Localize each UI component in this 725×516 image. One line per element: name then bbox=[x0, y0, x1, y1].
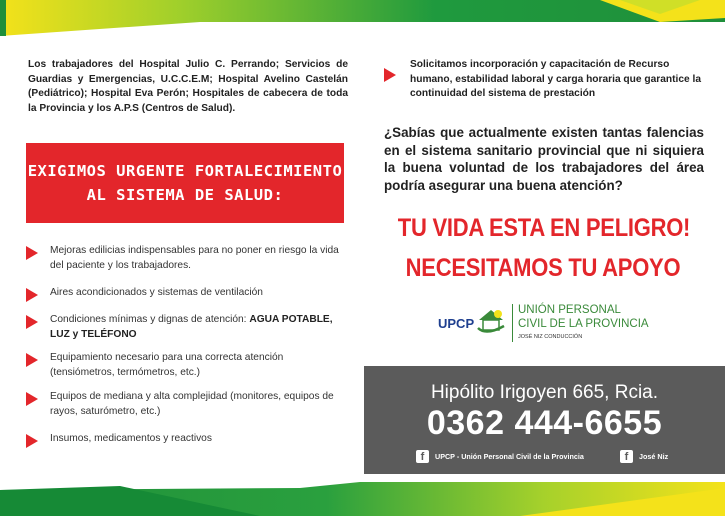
logo-divider bbox=[512, 304, 513, 342]
address-text: Hipólito Irigoyen 665, Rcia. bbox=[430, 382, 659, 403]
triangle-bullet-icon bbox=[26, 246, 38, 260]
facebook-person-name: José Niz bbox=[639, 452, 669, 461]
demand-line-1: EXIGIMOS URGENTE FORTALECIMIENTO bbox=[27, 162, 343, 180]
house-hands-icon bbox=[476, 306, 506, 336]
triangle-bullet-icon bbox=[26, 434, 38, 448]
list-item-text-bold: AGUA POTABLE, LUZ y TELÉFONO bbox=[50, 314, 333, 340]
list-item-text-regular: Condiciones mínimas y dignas de atención: bbox=[50, 314, 250, 325]
request-text: Solicitamos incorporación y capacitación de Recurso humano, estabilidad laboral y carga horaria que garantice la continuidad del sistema de prestación bbox=[410, 59, 702, 99]
triangle-bullet-icon bbox=[26, 353, 38, 367]
demand-line-2: AL SISTEMA DE SALUD: bbox=[86, 186, 284, 204]
triangle-bullet-icon bbox=[26, 288, 38, 302]
triangle-bullet-icon bbox=[26, 392, 38, 406]
top-decorative-band bbox=[0, 0, 725, 36]
facebook-icon: f bbox=[416, 450, 429, 463]
phone-number: 0362 444-6655 bbox=[426, 404, 663, 442]
triangle-bullet-icon bbox=[384, 68, 396, 82]
list-item bbox=[26, 313, 346, 342]
request-item bbox=[384, 58, 704, 102]
alert-headline-1: TU VIDA ESTA EN PELIGRO! bbox=[397, 214, 691, 242]
list-item bbox=[26, 390, 346, 419]
intro-paragraph: Los trabajadores del Hospital Julio C. Perrando; Servicios de Guardias y Emergencias, U.C.C.E.M; Hospital Avelino Castelán (Pediátrico); Hospital Eva Perón; Hospitales de cabecera de toda la Provincia y los A.P.S (Centros de Salud). bbox=[28, 59, 348, 114]
bottom-decorative-band bbox=[0, 474, 725, 516]
list-item bbox=[26, 432, 346, 448]
question-paragraph: ¿Sabías que actualmente existen tantas falencias en el sistema sanitario provincial que ni siquiera la buena voluntad de los trabajadores del área podría asegurar una buena atención? bbox=[384, 125, 704, 193]
list-item-text: Mejoras edilicias indispensables para no poner en riesgo la vida del paciente y los trabajadores. bbox=[50, 245, 339, 271]
facebook-person-link[interactable] bbox=[620, 450, 668, 463]
list-item-text bbox=[50, 313, 346, 342]
demand-banner bbox=[26, 143, 344, 223]
logo-name-line-2: CIVIL DE LA PROVINCIA bbox=[518, 318, 649, 330]
list-item bbox=[26, 351, 346, 380]
list-item-text: Equipos de mediana y alta complejidad (monitores, equipos de rayos, saturómetro, etc.) bbox=[50, 391, 334, 417]
list-item-text: Equipamiento necesario para una correcta atención (tensiómetros, termómetros, etc.) bbox=[50, 352, 284, 378]
logo-leader: JOSÉ NIZ CONDUCCIÓN bbox=[518, 334, 583, 340]
logo-acronym: UPCP bbox=[438, 316, 475, 331]
alert-headline-2: NECESITAMOS TU APOYO bbox=[405, 254, 681, 282]
triangle-bullet-icon bbox=[26, 315, 38, 329]
facebook-page-link[interactable] bbox=[416, 450, 584, 463]
facebook-page-name: UPCP - Unión Personal Civil de la Provincia bbox=[435, 452, 584, 461]
list-item bbox=[26, 244, 346, 273]
contact-panel bbox=[364, 366, 725, 474]
facebook-icon: f bbox=[620, 450, 633, 463]
list-item-text: Aires acondicionados y sistemas de ventilación bbox=[50, 287, 263, 298]
list-item bbox=[26, 286, 346, 302]
list-item-text: Insumos, medicamentos y reactivos bbox=[50, 433, 212, 444]
upcp-logo bbox=[438, 300, 648, 348]
logo-name-line-1: UNIÓN PERSONAL bbox=[518, 304, 621, 316]
